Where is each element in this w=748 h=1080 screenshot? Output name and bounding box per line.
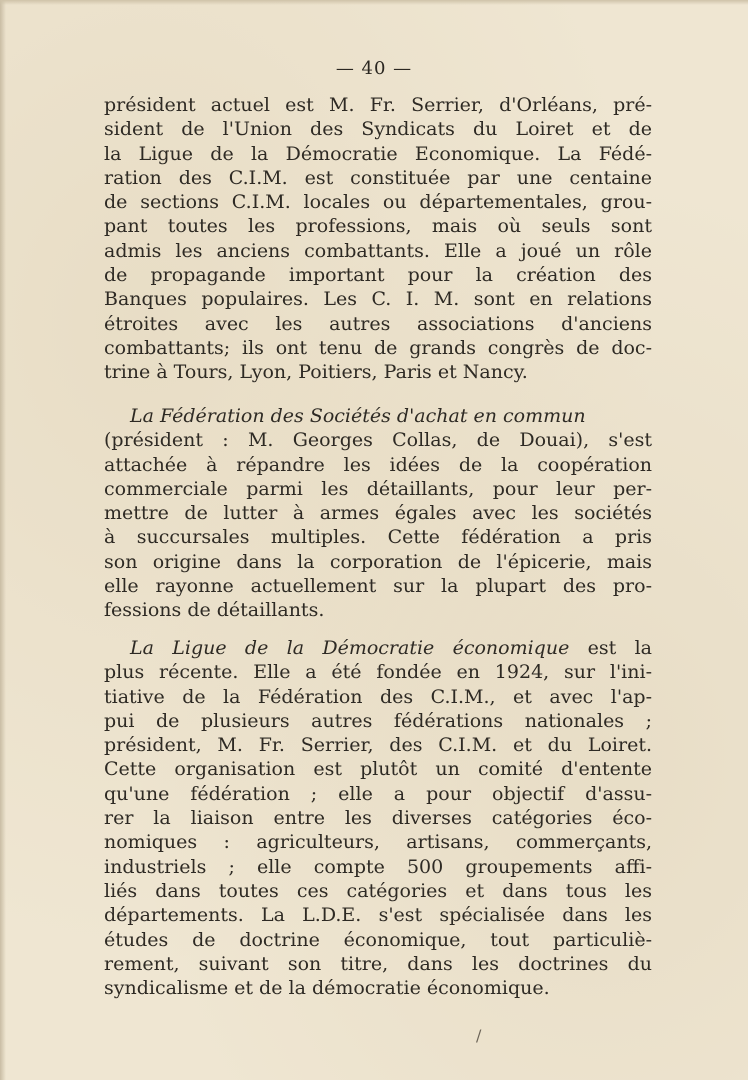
page-edge-shadow	[0, 0, 6, 1080]
text-line: sident de l'Union des Syndicats du Loiret et de	[104, 118, 652, 141]
text-line: commerciale parmi les détaillants, pour leur per-	[104, 477, 652, 500]
text-line: mettre de lutter à armes égales avec les sociétés	[104, 502, 652, 525]
text-line: pui de plusieurs autres fédérations nationales ;	[104, 709, 652, 732]
text-line: attachée à répandre les idées de la coopération	[104, 453, 652, 476]
text-line: qu'une fédération ; elle a pour objectif d'assu-	[104, 782, 652, 805]
paragraph-cim	[104, 93, 652, 385]
text-line: président actuel est M. Fr. Serrier, d'Orléans, pré-	[104, 94, 652, 116]
text-line: Cette organisation est plutôt un comité d'entente	[104, 758, 652, 781]
text-line: tiative de la Fédération des C.I.M., et avec l'ap-	[104, 685, 652, 708]
text-line: pant toutes les professions, mais où seuls sont	[104, 215, 652, 238]
text-line: à succursales multiples. Cette fédération a pris	[104, 526, 652, 549]
text-line: fessions de détaillants.	[104, 599, 325, 622]
text-line: syndicalisme et de la démocratie économique.	[104, 977, 550, 1000]
text-line: étroites avec les autres associations d'anciens	[104, 312, 652, 335]
paragraph-ligue-democratie	[104, 636, 652, 1000]
text-line: de propagande important pour la création des	[104, 264, 652, 287]
text-line: plus récente. Elle a été fondée en 1924, sur l'ini-	[104, 661, 652, 684]
italic-lead: La Ligue de la Démocratie économique	[130, 637, 570, 659]
text-line: la Ligue de la Démocratie Economique. La Fédé-	[104, 142, 652, 165]
text-line: industriels ; elle compte 500 groupements affi-	[104, 855, 652, 878]
paragraph-lead-line	[104, 636, 652, 660]
page-number: — 40 —	[335, 58, 413, 79]
lead-line-rest: est la	[587, 637, 653, 659]
text-line: départements. La L.D.E. s'est spécialisée dans les	[104, 904, 652, 927]
text-line: nomiques : agriculteurs, artisans, commerçants,	[104, 831, 652, 854]
text-line: son origine dans la corporation de l'épicerie, mais	[104, 550, 652, 573]
text-line: admis les anciens combattants. Elle a joué un rôle	[104, 239, 652, 262]
footer-mark: /	[476, 1026, 482, 1045]
text-line: elle rayonne actuellement sur la plupart des pro-	[104, 575, 652, 598]
paragraph-lead-line	[104, 404, 652, 428]
text-line: Banques populaires. Les C. I. M. sont en relations	[104, 288, 652, 311]
text-line: (président : M. Georges Collas, de Douai), s'est	[104, 429, 652, 452]
text-line: liés dans toutes ces catégories et dans tous les	[104, 879, 652, 902]
paragraph-federation-achat	[104, 404, 652, 623]
text-line: études de doctrine économique, tout particuliè-	[104, 928, 652, 951]
text-line: ration des C.I.M. est constituée par une centaine	[104, 166, 652, 189]
text-line: rer la liaison entre les diverses catégories éco-	[104, 807, 652, 830]
text-line: de sections C.I.M. locales ou départementales, grou-	[104, 191, 652, 214]
text-line: président, M. Fr. Serrier, des C.I.M. et du Loiret.	[104, 734, 652, 757]
page-top-edge-shadow	[0, 0, 748, 5]
text-line: trine à Tours, Lyon, Poitiers, Paris et Nancy.	[104, 361, 528, 384]
italic-lead: La Fédération des Sociétés d'achat en commun	[130, 405, 586, 427]
text-line: combattants; ils ont tenu de grands congrès de doc-	[104, 336, 652, 359]
text-line: rement, suivant son titre, dans les doctrines du	[104, 952, 652, 975]
